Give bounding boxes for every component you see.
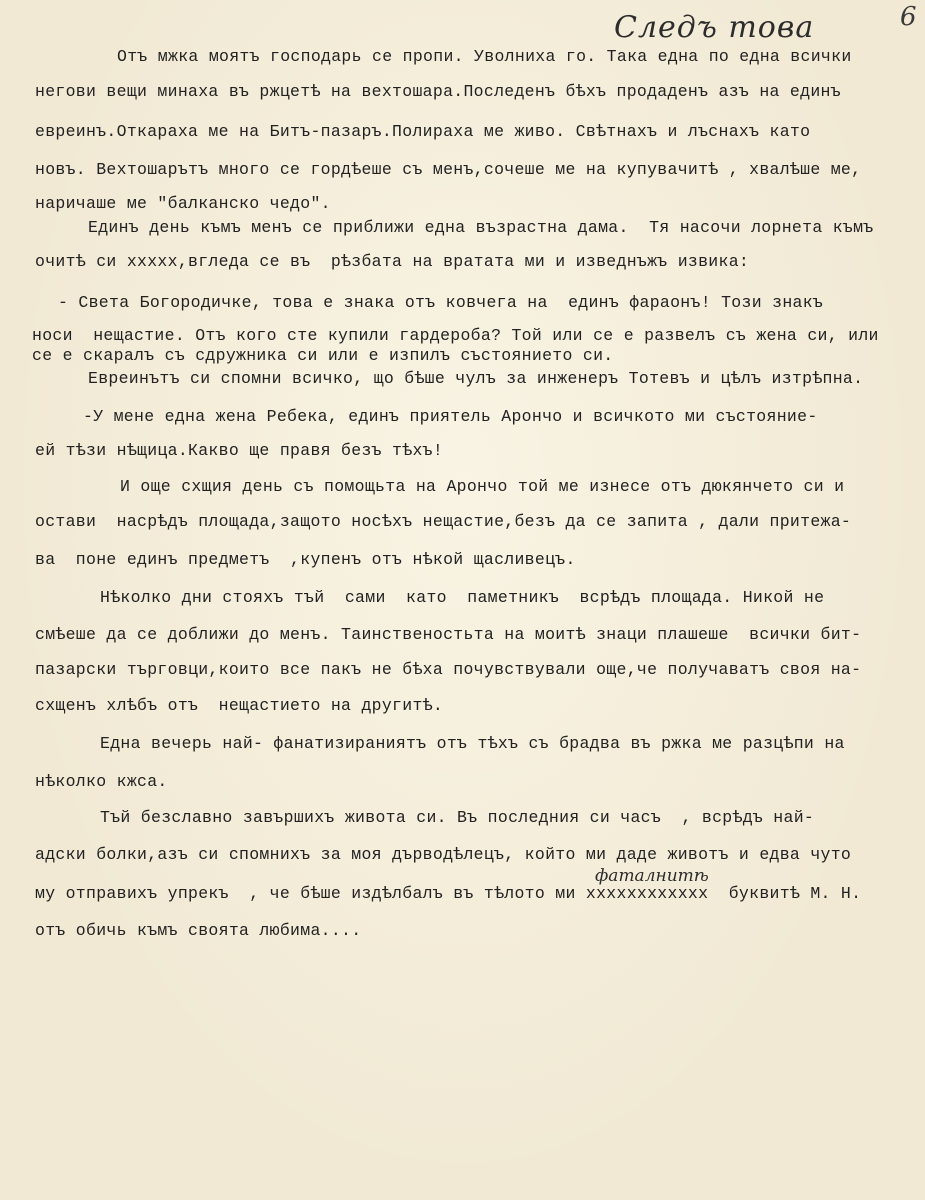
text-line: Евреинътъ си спомни всичко, що бѣше чулъ за инженеръ Тотевъ и цѣлъ изтрѣпна.	[88, 369, 864, 388]
text-line: новъ. Вехтошарътъ много се гордѣеше съ менъ,сочеше ме на купувачитѣ , хвалѣше ме,	[35, 160, 862, 179]
text-line: евреинъ.Откараха ме на Битъ-пазаръ.Полираха ме живо. Свѣтнахъ и лъснахъ като	[35, 122, 811, 141]
handwritten-insert: фаталнитѣ	[595, 866, 709, 886]
handwritten-title: Следъ това	[614, 10, 815, 45]
text-line: му отправихъ упрекъ , че бѣше издѣлбалъ въ тѣлото ми хххххххххххх буквитѣ М. Н.	[35, 884, 862, 903]
text-line: отъ обичь къмъ своята любима....	[35, 921, 362, 940]
text-line: Отъ мжка моятъ господарь се пропи. Уволниха го. Така една по една всички	[117, 47, 852, 66]
text-line: адски болки,азъ си спомнихъ за моя дърводѣлецъ, който ми даде животъ и едва чуто	[35, 845, 852, 864]
page-number: 6	[900, 2, 917, 32]
text-line: схщенъ хлѣбъ отъ нещастието на другитѣ.	[35, 696, 444, 715]
text-line: -У мене една жена Ребека, единъ приятель Арончо и всичкото ми състояние-	[83, 407, 818, 426]
text-line: наричаше ме "балканско чедо".	[35, 194, 331, 213]
text-line: пазарски търговци,които все пакъ не бѣха почувствували още,че получаватъ своя на-	[35, 660, 862, 679]
text-line: нѣколко кжса.	[35, 772, 168, 791]
text-line: очитѣ си ххххх,вгледа се въ рѣзбата на вратата ми и изведнъжъ извика:	[35, 252, 750, 271]
text-line: негови вещи минаха въ ржцетѣ на вехтошара.Последенъ бѣхъ продаденъ азъ на единъ	[35, 82, 841, 101]
text-line: Тъй безславно завършихъ живота си. Въ последния си часъ , всрѣдъ най-	[100, 808, 815, 827]
text-line: смѣеше да се доближи до менъ. Таинственостьта на моитѣ знаци плашеше всички бит-	[35, 625, 862, 644]
text-line: ей тѣзи нѣщица.Какво ще правя безъ тѣхъ!	[35, 441, 444, 460]
text-line: - Света Богородичке, това е знака отъ ковчега на единъ фараонъ! Този знакъ	[58, 293, 824, 312]
text-line: ва поне единъ предметъ ,купенъ отъ нѣкой щасливецъ.	[35, 550, 576, 569]
text-line: се е скаралъ съ сдружника си или е изпилъ състоянието си.	[32, 346, 614, 365]
text-line: носи нещастие. Отъ кого сте купили гардероба? Той или се е развелъ съ жена си, или	[32, 326, 879, 345]
text-line: Нѣколко дни стояхъ тъй сами като паметникъ всрѣдъ площада. Никой не	[100, 588, 825, 607]
text-line: остави насрѣдъ площада,защото носѣхъ нещастие,безъ да се запита , дали притежа-	[35, 512, 852, 531]
text-line: Единъ день къмъ менъ се приближи една възрастна дама. Тя насочи лорнета къмъ	[88, 218, 874, 237]
text-line: И още схщия день съ помощьта на Арончо той ме изнесе отъ дюкянчето си и	[120, 477, 845, 496]
text-line: Една вечерь най- фанатизираниятъ отъ тѣхъ съ брадва въ ржка ме разцѣпи на	[100, 734, 845, 753]
